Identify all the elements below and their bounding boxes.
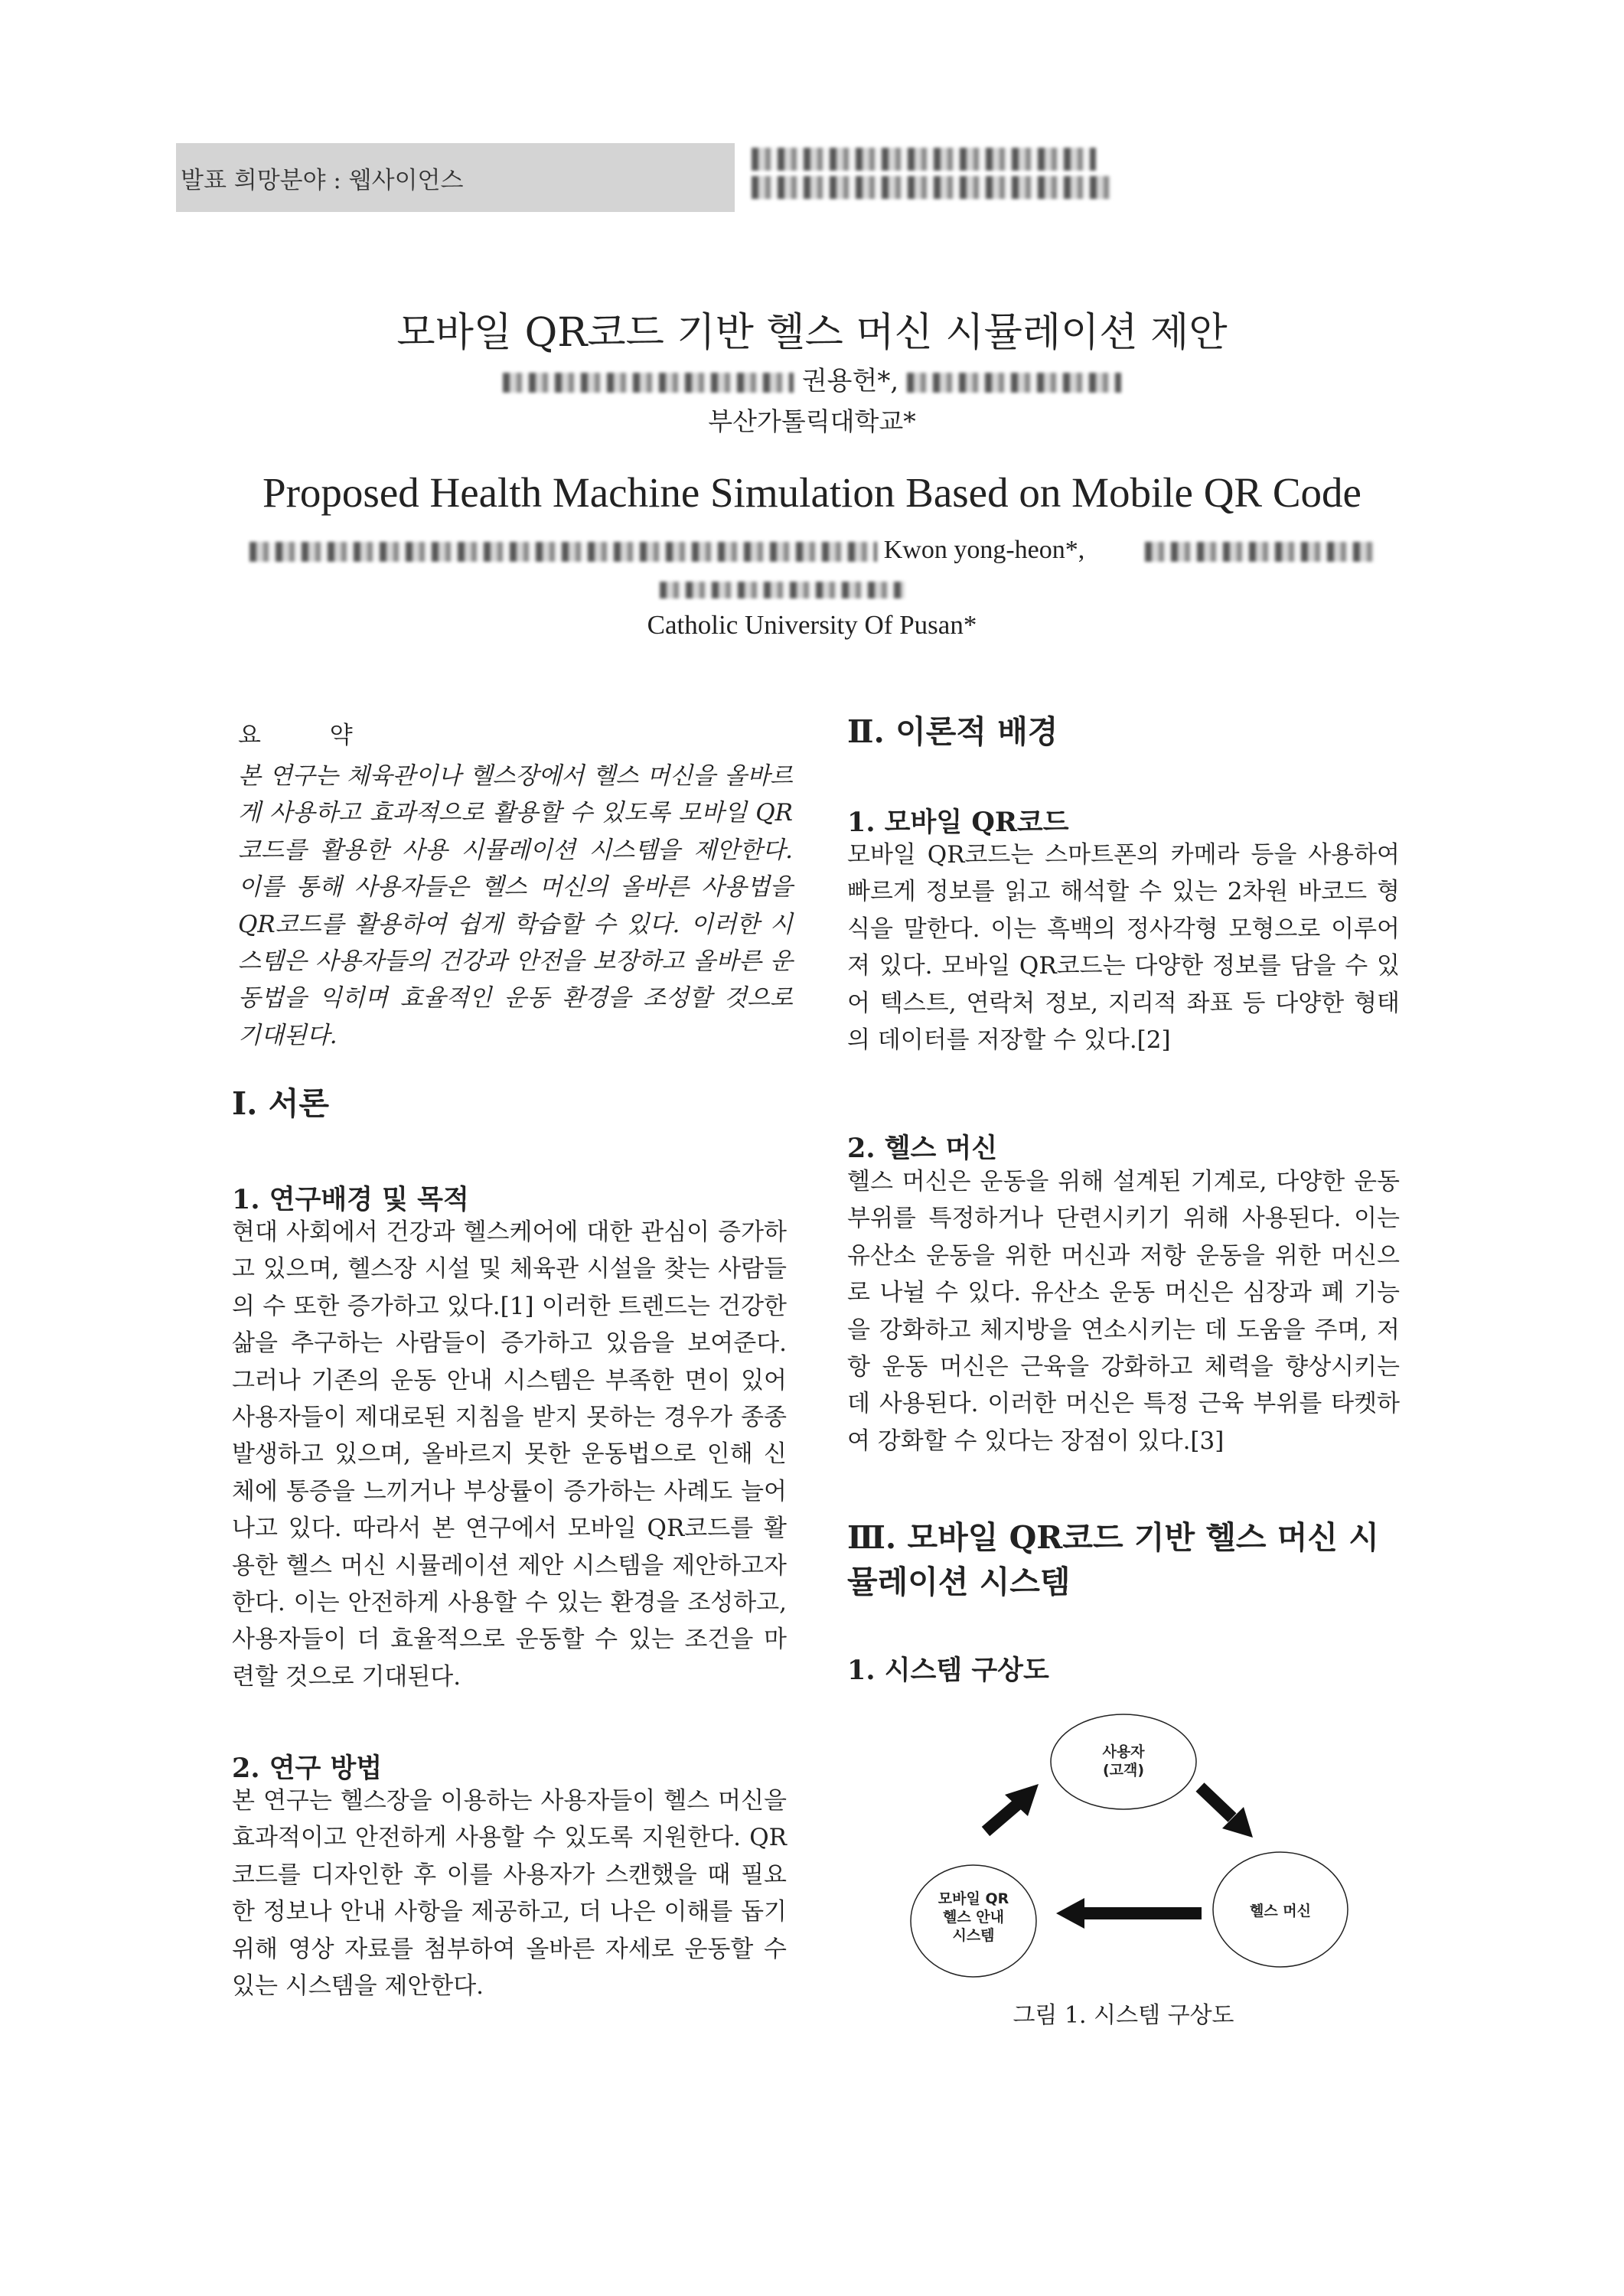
subsection-system-diagram-heading: 1. 시스템 구상도 xyxy=(847,1655,1049,1686)
redacted-author-names xyxy=(503,373,794,393)
node-qr-system-label-1: 모바일 QR xyxy=(938,1890,1009,1907)
affiliation-english: Catholic University Of Pusan* xyxy=(647,610,977,640)
method-paragraph: 본 연구는 헬스장을 이용하는 사용자들이 헬스 머신을 효과적이고 안전하게 사용할 수 있도록 지원한다. QR코드를 디자인한 후 이를 사용자가 스캔했을 때 필요한 정보나 안내 사항을 제공하고, 더 나은 이해를 돕기 위해 영상 자료를 첨부하여 올바른 자세로 운동할 수 있는 시스템을 제안한다. xyxy=(232,1787,787,2001)
arrow-qr-to-user xyxy=(986,1784,1039,1831)
section-theory-heading: Ⅱ. 이론적 배경 xyxy=(847,713,1058,750)
authors-korean xyxy=(0,360,1624,397)
subsection-background-heading: 1. 연구배경 및 목적 xyxy=(232,1184,469,1215)
author-kwon-english: Kwon yong-heon*, xyxy=(883,536,1085,564)
redacted-header-info xyxy=(752,176,1111,199)
health-machine-paragraph: 헬스 머신은 운동을 위해 설계된 기계로, 다양한 운동 부위를 특정하거나 단련시키기 위해 사용된다. 이는 유산소 운동을 위한 머신과 저항 운동을 위한 머신으로 나뉠 수 있다. 유산소 운동 머신은 심장과 폐 기능을 강화하고 체지방을 연소시키는 데 도움을 주며, 저항 운동 머신은 근육을 강화하고 체력을 향상시키는 데 사용된다. 이러한 머신은 특정 근육 부위를 타켓하여 강화할 수 있다는 장점이 있다.[3] xyxy=(847,1168,1400,1455)
redacted-author-names xyxy=(1145,542,1375,562)
node-health-machine-label: 헬스 머신 xyxy=(1249,1903,1312,1919)
figure-caption: 그림 1. 시스템 구상도 xyxy=(1013,2002,1234,2029)
redacted-author-names xyxy=(249,542,877,562)
background-paragraph: 현대 사회에서 건강과 헬스케어에 대한 관심이 증가하고 있으며, 헬스장 시설 및 체육관 시설을 찾는 사람들의 수 또한 증가하고 있다.[1] 이러한 트렌드는 건강한 삶을 추구하는 사람들이 증가하고 있음을 보여준다. 그러나 기존의 운동 안내 시스템은 부족한 면이 있어 사용자들이 제대로된 지침을 받지 못하는 경우가 종종 발생하고 있으며, 올바르지 못한 운동법으로 인해 신체에 통증을 느끼거나 부상률이 증가하는 사례도 늘어나고 있다. 따라서 본 연구에서 모바일 QR코드를 활용한 헬스 머신 시뮬레이션 제안 시스템을 제안하고자한다. 이는 안전하게 사용할 수 있는 환경을 조성하고, 사용자들이 더 효율적으로 운동할 수 있는 조건을 마련할 것으로 기대된다. xyxy=(232,1218,787,1691)
section-system-heading: Ⅲ. 모바일 QR코드 기반 헬스 머신 시뮬레이션 시스템 xyxy=(847,1519,1379,1600)
node-qr-system-label-3: 시스템 xyxy=(952,1927,995,1944)
redacted-header-info xyxy=(752,148,1096,171)
affiliation-korean: 부산가톨릭대학교* xyxy=(708,406,916,436)
node-user-label-1: 사용자 xyxy=(1102,1743,1145,1760)
abstract-body: 본 연구는 체육관이나 헬스장에서 헬스 머신을 올바르게 사용하고 효과적으로 활용할 수 있도록 모바일 QR코드를 활용한 사용 시뮬레이션 시스템을 제안한다. 이를 통해 사용자들은 헬스 머신의 올바른 사용법을 QR코드를 활용하여 쉽게 학습할 수 있다. 이러한 시스템은 사용자들의 건강과 안전을 보장하고 올바른 운동법을 익히며 효율적인 운동 환경을 조성할 것으로 기대된다. xyxy=(238,762,793,1049)
author-kwon-korean: 권용헌*, xyxy=(801,366,899,396)
section-introduction-heading: Ⅰ. 서론 xyxy=(232,1085,329,1122)
presentation-field-label: 발표 희망분야 : 웹사이언스 xyxy=(181,167,464,194)
paper-title-korean: 모바일 QR코드 기반 헬스 머신 시뮬레이션 제안 xyxy=(396,310,1228,356)
paper-title-english: Proposed Health Machine Simulation Based on Mobile QR Code xyxy=(263,469,1361,516)
subsection-qr-heading: 1. 모바일 QR코드 xyxy=(847,807,1069,838)
arrow-machine-to-qr xyxy=(1056,1898,1202,1929)
authors-english xyxy=(0,536,1624,565)
abstract-label: 요 약 xyxy=(238,722,383,749)
system-diagram xyxy=(907,1711,1351,2032)
subsection-method-heading: 2. 연구 방법 xyxy=(232,1753,383,1784)
node-user-label-2: (고객) xyxy=(1102,1762,1145,1779)
redacted-author-names xyxy=(660,582,905,598)
subsection-health-machine-heading: 2. 헬스 머신 xyxy=(847,1133,998,1164)
qr-paragraph: 모바일 QR코드는 스마트폰의 카메라 등을 사용하여 빠르게 정보를 읽고 해석할 수 있는 2차원 바코드 형식을 말한다. 이는 흑백의 정사각형 모형으로 이루어져 있다. 모바일 QR코드는 다양한 정보를 담을 수 있어 텍스트, 연락처 정보, 지리적 좌표 등 다양한 형태의 데이터를 저장할 수 있다.[2] xyxy=(847,841,1400,1055)
redacted-author-names xyxy=(907,373,1121,393)
arrow-user-to-machine xyxy=(1200,1787,1253,1838)
node-qr-system-label-2: 헬스 안내 xyxy=(942,1909,1005,1926)
